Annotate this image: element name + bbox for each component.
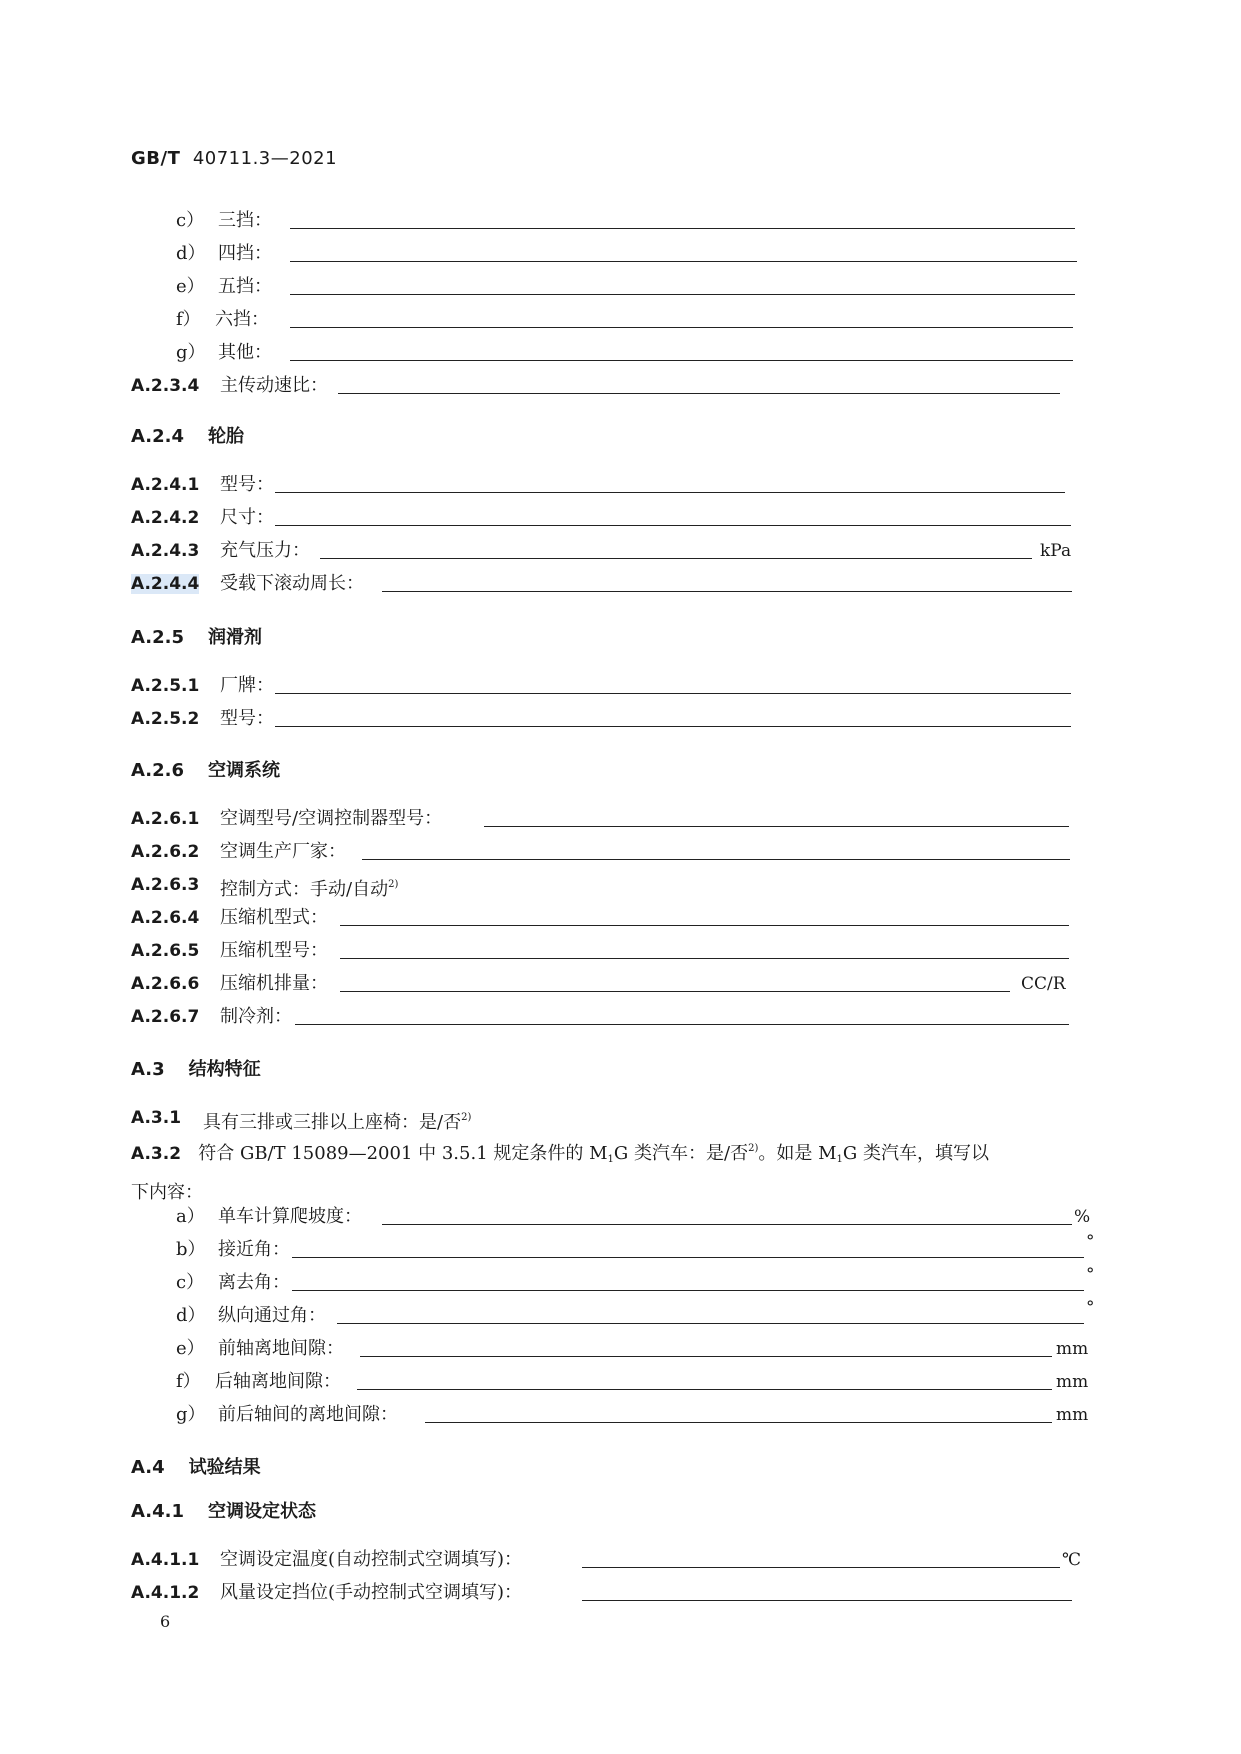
list-item bbox=[0, 1298, 1241, 1331]
unit-label: % bbox=[1074, 1207, 1091, 1227]
field-label: 尺寸： bbox=[220, 507, 274, 528]
list-item bbox=[0, 239, 1241, 269]
field-row bbox=[0, 1578, 1241, 1608]
fill-line[interactable] bbox=[292, 1290, 1084, 1291]
field-row bbox=[0, 903, 1241, 933]
field-label: 压缩机型式： bbox=[220, 907, 328, 928]
item-mark: f） bbox=[176, 1371, 201, 1392]
fill-line[interactable] bbox=[292, 1257, 1084, 1258]
item-mark: c） bbox=[176, 210, 205, 231]
item-mark: f） bbox=[176, 309, 201, 330]
item-mark: d） bbox=[176, 243, 206, 264]
fill-line[interactable] bbox=[290, 327, 1073, 328]
fill-line[interactable] bbox=[275, 726, 1071, 727]
field-label: 压缩机排量： bbox=[220, 973, 328, 994]
unit-label: mm bbox=[1056, 1405, 1089, 1425]
list-item bbox=[0, 1334, 1241, 1364]
unit-label: ° bbox=[1086, 1298, 1095, 1318]
item-mark: e） bbox=[176, 276, 205, 297]
clause-number: A.2.4.2 bbox=[131, 508, 200, 528]
section-heading: A.3 结构特征 bbox=[131, 1059, 261, 1080]
clause-number: A.4.1.2 bbox=[131, 1583, 200, 1603]
unit-label: mm bbox=[1056, 1372, 1089, 1392]
fill-line[interactable] bbox=[360, 1356, 1052, 1357]
fill-line[interactable] bbox=[337, 1323, 1084, 1324]
fill-line[interactable] bbox=[484, 826, 1069, 827]
field-label: 受载下滚动周长： bbox=[220, 573, 364, 594]
clause-number: A.2.4.4 bbox=[131, 574, 200, 594]
fill-line[interactable] bbox=[582, 1567, 1060, 1568]
field-row bbox=[0, 503, 1241, 533]
item-mark: g） bbox=[176, 1404, 206, 1425]
unit-label: kPa bbox=[1040, 541, 1072, 561]
fill-line[interactable] bbox=[290, 294, 1075, 295]
field-row bbox=[0, 536, 1241, 566]
unit-label: CC/R bbox=[1021, 974, 1066, 994]
clause-number: A.2.6.5 bbox=[131, 941, 200, 961]
field-row bbox=[0, 804, 1241, 834]
item-label: 接近角： bbox=[218, 1239, 290, 1260]
fill-line[interactable] bbox=[275, 693, 1071, 694]
field-row bbox=[0, 671, 1241, 701]
item-mark: c） bbox=[176, 1272, 205, 1293]
fill-line[interactable] bbox=[425, 1422, 1052, 1423]
section-heading: A.2.6 空调系统 bbox=[131, 760, 280, 781]
list-item bbox=[0, 1232, 1241, 1265]
list-item bbox=[0, 1265, 1241, 1298]
standard-number: 40711.3—2021 bbox=[192, 148, 338, 169]
list-item bbox=[0, 1202, 1241, 1232]
fill-line[interactable] bbox=[320, 558, 1032, 559]
footnote-ref[interactable]: 2) bbox=[388, 879, 399, 890]
fill-line[interactable] bbox=[290, 360, 1073, 361]
fill-line[interactable] bbox=[290, 261, 1077, 262]
paragraph: A.3.2 符合 GB/T 15089—2001 中 3.5.1 规定条件的 $M_1G$ 类汽车：是/否$^{2)}$。如是 $M_1G$ 类汽车，填写以 下内容： bbox=[131, 1143, 989, 1203]
field-label: 型号： bbox=[220, 474, 274, 495]
field-row bbox=[0, 1103, 1241, 1133]
field-row bbox=[0, 704, 1241, 734]
field-row bbox=[0, 371, 1241, 401]
item-mark: d） bbox=[176, 1305, 206, 1326]
fill-line[interactable] bbox=[275, 525, 1071, 526]
item-label: 五挡： bbox=[218, 276, 272, 297]
footnote-ref[interactable]: 2) bbox=[748, 1143, 759, 1154]
item-label: 其他： bbox=[218, 342, 272, 363]
fill-line[interactable] bbox=[362, 859, 1070, 860]
field-label: 风量设定挡位(手动控制式空调填写)： bbox=[220, 1582, 523, 1603]
field-row bbox=[0, 1002, 1241, 1032]
field-label: 充气压力： bbox=[220, 540, 310, 561]
footnote-ref[interactable]: 2) bbox=[461, 1112, 472, 1123]
field-row bbox=[0, 870, 1241, 900]
item-label: 前轴离地间隙： bbox=[218, 1338, 344, 1359]
section-heading: A.2.5 润滑剂 bbox=[131, 627, 262, 648]
clause-number: A.3.2 bbox=[131, 1144, 182, 1164]
clause-number: A.3.1 bbox=[131, 1108, 182, 1128]
list-item bbox=[0, 305, 1241, 335]
standard-code: GB/T bbox=[131, 148, 181, 169]
clause-number: A.2.4.1 bbox=[131, 475, 200, 495]
field-label: 空调生产厂家： bbox=[220, 841, 346, 862]
clause-number: A.2.5.2 bbox=[131, 709, 200, 729]
field-row bbox=[0, 470, 1241, 500]
item-label: 前后轴间的离地间隙： bbox=[218, 1404, 398, 1425]
item-label: 三挡： bbox=[218, 210, 272, 231]
clause-number: A.2.6.6 bbox=[131, 974, 200, 994]
item-label: 后轴离地间隙： bbox=[215, 1371, 341, 1392]
list-item bbox=[0, 338, 1241, 368]
item-label: 离去角： bbox=[218, 1272, 290, 1293]
item-label: 纵向通过角： bbox=[218, 1305, 326, 1326]
field-label: 控制方式：手动/自动$^{2)}$ bbox=[220, 879, 399, 900]
fill-line[interactable] bbox=[290, 228, 1075, 229]
item-label: 六挡： bbox=[215, 309, 269, 330]
clause-number: A.4.1.1 bbox=[131, 1550, 200, 1570]
item-mark: b） bbox=[176, 1239, 206, 1260]
clause-number: A.2.6.3 bbox=[131, 875, 200, 895]
item-label: 四挡： bbox=[218, 243, 272, 264]
unit-label: ° bbox=[1086, 1265, 1095, 1285]
clause-number: A.2.6.7 bbox=[131, 1007, 200, 1027]
clause-number: A.2.3.4 bbox=[131, 376, 200, 396]
item-mark: a） bbox=[176, 1206, 205, 1227]
fill-line[interactable] bbox=[582, 1600, 1072, 1601]
field-label: 厂牌： bbox=[220, 675, 274, 696]
field-row bbox=[0, 969, 1241, 999]
page-header bbox=[131, 148, 337, 169]
unit-label: ° bbox=[1086, 1232, 1095, 1252]
list-item bbox=[0, 1400, 1241, 1430]
field-label: 压缩机型号： bbox=[220, 940, 328, 961]
field-row bbox=[0, 1545, 1241, 1575]
field-label: 空调型号/空调控制器型号： bbox=[220, 808, 443, 829]
list-item bbox=[0, 1367, 1241, 1397]
item-label: 单车计算爬坡度： bbox=[218, 1206, 362, 1227]
fill-line[interactable] bbox=[340, 925, 1069, 926]
field-label: 空调设定温度(自动控制式空调填写)： bbox=[220, 1549, 523, 1570]
clause-number: A.2.5.1 bbox=[131, 676, 200, 696]
fill-line[interactable] bbox=[275, 492, 1065, 493]
clause-number: A.2.4.3 bbox=[131, 541, 200, 561]
field-row bbox=[0, 936, 1241, 966]
section-heading: A.2.4 轮胎 bbox=[131, 426, 244, 447]
item-mark: e） bbox=[176, 1338, 205, 1359]
item-mark: g） bbox=[176, 342, 206, 363]
field-label: 主传动速比： bbox=[220, 375, 328, 396]
field-label: 型号： bbox=[220, 708, 274, 729]
fill-line[interactable] bbox=[340, 958, 1069, 959]
fill-line[interactable] bbox=[338, 393, 1060, 394]
clause-number: A.2.6.4 bbox=[131, 908, 200, 928]
section-heading: A.4 试验结果 bbox=[131, 1457, 261, 1478]
unit-label: ℃ bbox=[1062, 1550, 1082, 1570]
section-heading: A.4.1 空调设定状态 bbox=[131, 1501, 316, 1522]
fill-line[interactable] bbox=[382, 1224, 1072, 1225]
clause-number: A.2.6.1 bbox=[131, 809, 200, 829]
field-row bbox=[0, 837, 1241, 867]
fill-line[interactable] bbox=[340, 991, 1010, 992]
field-label: 具有三排或三排以上座椅：是/否$^{2)}$ bbox=[203, 1112, 472, 1133]
clause-number: A.2.6.2 bbox=[131, 842, 200, 862]
list-item bbox=[0, 206, 1241, 236]
fill-line[interactable] bbox=[382, 591, 1072, 592]
list-item bbox=[0, 272, 1241, 302]
field-label: 制冷剂： bbox=[220, 1006, 292, 1027]
field-row bbox=[0, 569, 1241, 599]
fill-line[interactable] bbox=[295, 1024, 1069, 1025]
fill-line[interactable] bbox=[357, 1389, 1052, 1390]
page-number: 6 bbox=[160, 1612, 171, 1631]
unit-label: mm bbox=[1056, 1339, 1089, 1359]
